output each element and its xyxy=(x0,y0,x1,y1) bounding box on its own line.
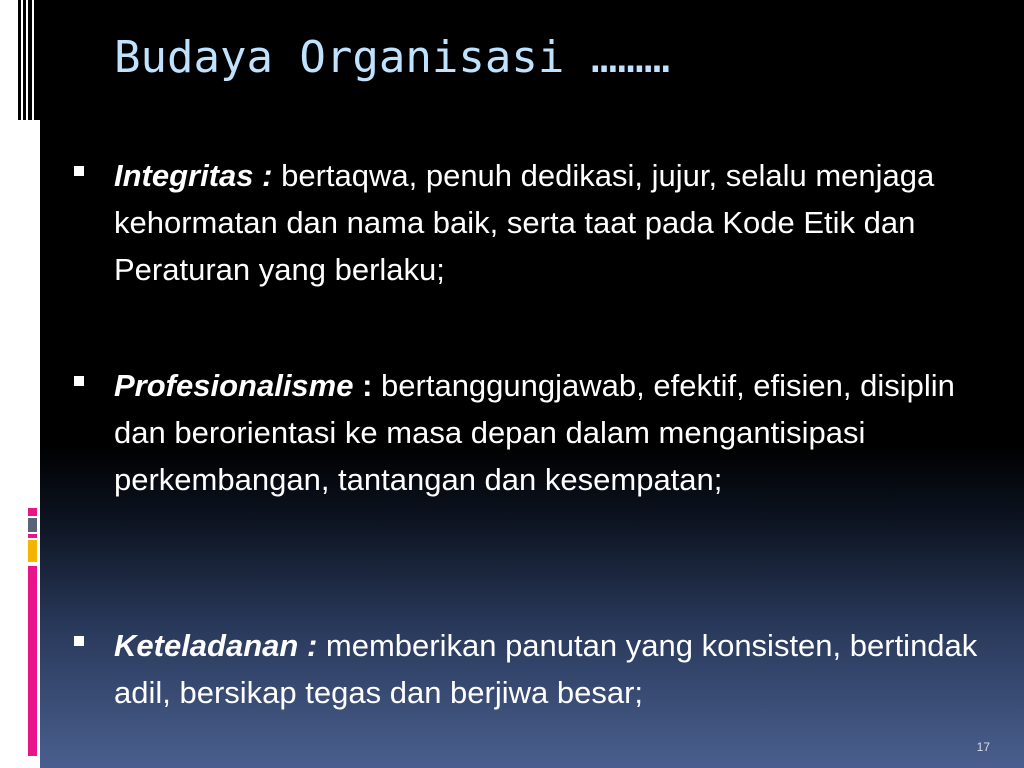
accent-block-gray xyxy=(28,518,37,532)
list-item-text xyxy=(114,152,994,293)
square-bullet-icon xyxy=(74,636,84,646)
square-bullet-icon xyxy=(74,376,84,386)
stripe-3 xyxy=(28,0,32,120)
vertical-stripes-decoration xyxy=(18,0,40,120)
stripe-4 xyxy=(34,0,40,120)
term-label: Integritas : xyxy=(114,158,273,193)
slide-title: Budaya Organisasi ……… xyxy=(114,32,671,83)
term-description: bertaqwa, penuh dedikasi, jujur, selalu menjaga kehormatan dan nama baik, serta taat pada Kode Etik dan Peraturan yang berlaku; xyxy=(114,158,935,287)
term-description: memberikan panutan yang konsisten, bertindak adil, bersikap tegas dan berjiwa besar; xyxy=(114,628,978,710)
stripe-2 xyxy=(23,0,26,120)
stripe-1 xyxy=(18,0,21,120)
accent-block-yellow xyxy=(28,540,37,562)
term-colon: : xyxy=(353,368,373,403)
accent-block-pink-top xyxy=(28,508,37,516)
term-label: Profesionalisme xyxy=(114,368,354,403)
accent-block-pink-small xyxy=(28,534,37,538)
term-description: bertanggungjawab, efektif, efisien, disiplin dan berorientasi ke masa depan dalam mengantisipasi perkembangan, tantangan dan kesempatan; xyxy=(114,368,955,497)
list-item-text xyxy=(114,362,994,503)
accent-block-pink-long xyxy=(28,566,37,756)
square-bullet-icon xyxy=(74,166,84,176)
term-label: Keteladanan : xyxy=(114,628,318,663)
page-number: 17 xyxy=(976,740,990,754)
list-item-text xyxy=(114,622,994,716)
